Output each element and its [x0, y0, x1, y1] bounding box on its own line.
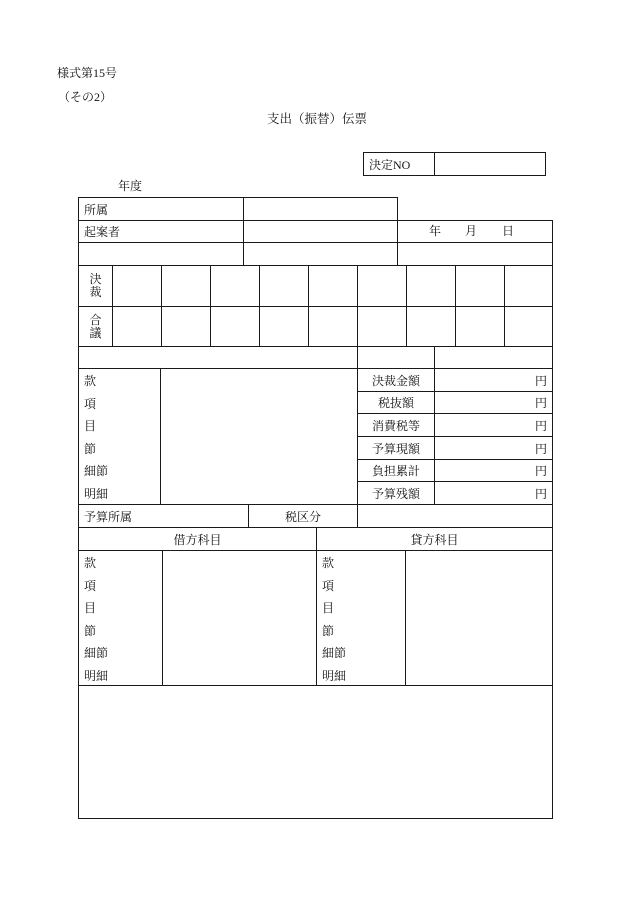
- debit-title: 借方科目: [173, 532, 222, 547]
- amount-label-cell: [357, 391, 435, 414]
- tax-category-value-cell: [357, 504, 553, 528]
- date-year-label: 年: [429, 224, 442, 238]
- debit-values: [162, 550, 317, 686]
- consultation-label-cell: [78, 306, 113, 347]
- affiliation-value-cell: [243, 197, 398, 221]
- decision-no-label: 決定NO: [369, 157, 411, 172]
- drafter-label-cell: [78, 220, 244, 243]
- credit-label: 節: [322, 623, 335, 638]
- consultation-stamp-cell: [210, 306, 260, 347]
- date-month-label: 月: [465, 224, 478, 238]
- budget-class-label: 節: [84, 441, 97, 456]
- credit-label: 細節: [322, 646, 347, 660]
- blank-cell: [434, 346, 553, 369]
- amount-value-cell: [434, 481, 553, 505]
- blank-cell: [243, 242, 398, 266]
- amount-label: 予算残額: [371, 486, 420, 501]
- decision-label: 決裁: [89, 272, 102, 299]
- consultation-label: 合議: [89, 312, 102, 340]
- budget-class-label: 細節: [84, 464, 109, 478]
- blank-cell: [78, 346, 358, 369]
- blank-cell: [397, 242, 553, 266]
- amount-value-cell: [434, 459, 553, 482]
- decision-label-cell: [78, 265, 113, 307]
- amount-label: 消費税等: [371, 418, 420, 433]
- budget-class-label: 項: [84, 396, 97, 411]
- debit-label: 明細: [84, 668, 109, 683]
- tax-category-label-cell: [248, 504, 358, 528]
- budget-affiliation-label: 予算所属: [84, 509, 133, 524]
- decision-stamp-cell: [210, 265, 260, 307]
- amount-label-cell: [357, 436, 435, 460]
- date-cell: [397, 220, 553, 243]
- amount-label-cell: [357, 368, 435, 392]
- debit-label: 細節: [84, 646, 109, 660]
- budget-class-label: 目: [84, 419, 97, 433]
- fiscal-year-label: 年度: [118, 179, 143, 193]
- form-part: （その2）: [58, 90, 113, 104]
- debit-label: 節: [84, 623, 97, 638]
- decision-stamp-cell: [308, 265, 358, 307]
- decision-stamp-cell: [504, 265, 553, 307]
- budget-classification-values: [160, 368, 358, 505]
- credit-label: 項: [322, 578, 335, 593]
- remarks-area: [78, 685, 553, 819]
- amount-label: 税抜額: [377, 396, 414, 410]
- amount-value-cell: [434, 391, 553, 414]
- drafter-label: 起案者: [84, 225, 121, 239]
- blank-cell: [78, 242, 244, 266]
- credit-labels: [316, 550, 406, 686]
- form-number: 様式第15号: [57, 66, 118, 80]
- budget-class-label: 明細: [84, 486, 109, 501]
- credit-values: [405, 550, 553, 686]
- decision-stamp-cell: [112, 265, 162, 307]
- credit-label: 明細: [322, 668, 347, 683]
- debit-title-cell: [78, 527, 317, 551]
- amount-label: 予算現額: [371, 441, 420, 456]
- amount-value-cell: [434, 436, 553, 460]
- amount-value-cell: [434, 368, 553, 392]
- amount-label-cell: [357, 413, 435, 437]
- affiliation-label-cell: [78, 197, 244, 221]
- credit-title: 貸方科目: [410, 532, 459, 547]
- blank-cell: [357, 346, 435, 369]
- consultation-stamp-cell: [308, 306, 358, 347]
- decision-stamp-cell: [455, 265, 505, 307]
- yen-unit: 円: [534, 486, 547, 501]
- amount-label-cell: [357, 481, 435, 505]
- decision-no-value-cell: [434, 152, 546, 176]
- amount-label-cell: [357, 459, 435, 482]
- debit-labels: [78, 550, 163, 686]
- decision-stamp-cell: [259, 265, 309, 307]
- consultation-stamp-cell: [357, 306, 407, 347]
- page-title: 支出（振替）伝票: [266, 112, 367, 126]
- decision-no-label-cell: [363, 152, 435, 176]
- amount-label: 決裁金額: [371, 373, 420, 388]
- debit-label: 目: [84, 601, 97, 615]
- consultation-stamp-cell: [161, 306, 211, 347]
- credit-title-cell: [316, 527, 553, 551]
- yen-unit: 円: [534, 396, 547, 410]
- date-day-label: 日: [502, 224, 515, 238]
- consultation-stamp-cell: [504, 306, 553, 347]
- credit-label: 款: [322, 556, 335, 570]
- debit-label: 款: [84, 556, 97, 570]
- decision-stamp-cell: [406, 265, 456, 307]
- consultation-stamp-cell: [406, 306, 456, 347]
- amount-value-cell: [434, 413, 553, 437]
- debit-label: 項: [84, 578, 97, 593]
- tax-category-label: 税区分: [284, 509, 321, 524]
- yen-unit: 円: [534, 464, 547, 478]
- drafter-value-cell: [243, 220, 398, 243]
- yen-unit: 円: [534, 373, 547, 388]
- credit-label: 目: [322, 601, 335, 615]
- consultation-stamp-cell: [259, 306, 309, 347]
- decision-stamp-cell: [161, 265, 211, 307]
- yen-unit: 円: [534, 418, 547, 433]
- decision-stamp-cell: [357, 265, 407, 307]
- budget-classification-labels: [78, 368, 161, 505]
- budget-affiliation-label-cell: [78, 504, 249, 528]
- consultation-stamp-cell: [455, 306, 505, 347]
- affiliation-label: 所属: [84, 202, 109, 217]
- budget-class-label: 款: [84, 374, 97, 388]
- consultation-stamp-cell: [112, 306, 162, 347]
- amount-label: 負担累計: [371, 464, 420, 478]
- yen-unit: 円: [534, 441, 547, 456]
